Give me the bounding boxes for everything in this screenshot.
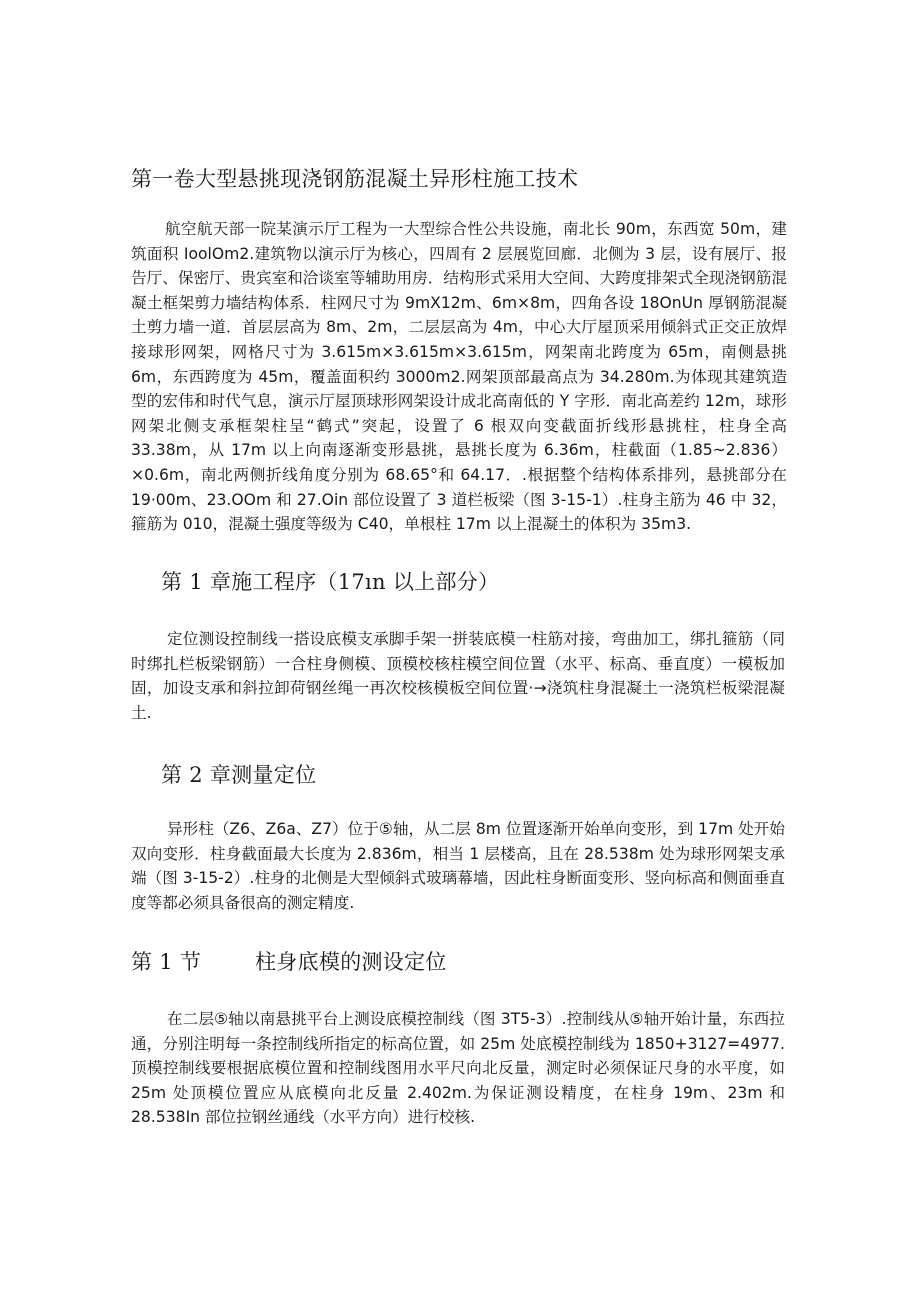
chapter-2-title: 第 2 章测量定位 xyxy=(161,763,317,787)
chapter-2-text: 异形柱（Z6、Z6a、Z7）位于⑤轴，从二层 8m 位置逐渐开始单向变形，到 17m 处开始双向变形．柱身截面最大长度为 2.836m，相当 1 层楼高，且在 28.538m 处为球形网架支承端（图 3-15-2）.柱身的北侧是大型倾斜式玻璃幕墙，因此柱身断面变形、竖向标高和侧面垂直度等都必须具备很高的测定精度. xyxy=(131,820,785,912)
chapter-1-text: 定位测设控制线一搭设底模支承脚手架一拼装底模一柱筋对接，弯曲加工，绑扎箍筋（同时绑扎栏板梁钢筋）一合柱身侧模、顶模校核柱模空间位置（水平、标高、垂直度）一模板加固，加设支承和斜拉卸荷钢丝绳一再次校核模板空间位置·→浇筑柱身混凝土一浇筑栏板梁混凝土. xyxy=(131,630,785,722)
section-1-text: 在二层⑤轴以南悬挑平台上测设底模控制线（图 3T5-3）.控制线从⑤轴开始计量，东西拉通，分别注明每一条控制线所指定的标高位置，如 25m 处底模控制线为 1850+3127=4977.顶模控制线要根据底模位置和控制线图用水平尺向北反量，测定时必须保证尺身的水平度，如 25m 处顶模位置应从底模向北反量 2.402m.为保证测设精度，在柱身 19m、23m 和 28.538In 部位拉钢丝通线（水平方向）进行校核. xyxy=(131,1010,785,1127)
section-1-heading xyxy=(131,946,447,976)
intro-text: 航空航天部一院某演示厅工程为一大型综合性公共设施，南北长 90m，东西宽 50m，建筑面积 IoolOm2.建筑物以演示厅为核心，四周有 2 层展览回廊．北侧为 3 层，设有展厅、报告厅、保密厅、贵宾室和洽谈室等辅助用房．结构形式采用大空间、大跨度排架式全现浇钢筋混凝土框架剪力墙结构体系．柱网尺寸为 9mX12m、6m×8m，四角各设 18OnUn 厚钢筋混凝土剪力墙一道．首层层高为 8m、2m，二层层高为 4m，中心大厅屋顶采用倾斜式正交正放焊接球形网架，网格尺寸为 3.615m×3.615m×3.615m，网架南北跨度为 65m，南侧悬挑 6m，东西跨度为 45m，覆盖面积约 3000m2.网架顶部最高点为 34.280m.为体现其建筑造型的宏伟和时代气息，演示厅屋顶球形网架设计成北高南低的 Y 字形．南北高差约 12m，球形网架北侧支承框架柱呈“鹤式”突起，设置了 6 根双向变截面折线形悬挑柱，柱身全高 33.38m，从 17m 以上向南逐渐变形悬挑，悬挑长度为 6.36m，柱截面（1.85~2.836）×0.6m，南北两侧折线角度分别为 68.65°和 64.17．.根据整个结构体系排列，悬挑部分在 19·00m、23.OOm 和 27.Oin 部位设置了 3 道栏板梁（图 3-15-1）.柱身主筋为 46 中 32，箍筋为 010，混凝土强度等级为 C40，单根柱 17m 以上混凝土的体积为 35m3. xyxy=(131,220,787,534)
section-1-paragraph xyxy=(131,1007,785,1130)
section-1-title: 柱身底模的测设定位 xyxy=(255,950,447,974)
section-1-number: 第 1 节 xyxy=(131,950,202,974)
chapter-1-title: 第 1 章施工程序（17ın 以上部分） xyxy=(161,570,500,594)
volume-title: 第一卷大型悬挑现浇钢筋混凝土异形柱施工技术 xyxy=(131,167,579,191)
intro-paragraph xyxy=(131,217,787,537)
chapter-2-paragraph xyxy=(131,817,785,915)
chapter-1-paragraph xyxy=(131,627,785,725)
